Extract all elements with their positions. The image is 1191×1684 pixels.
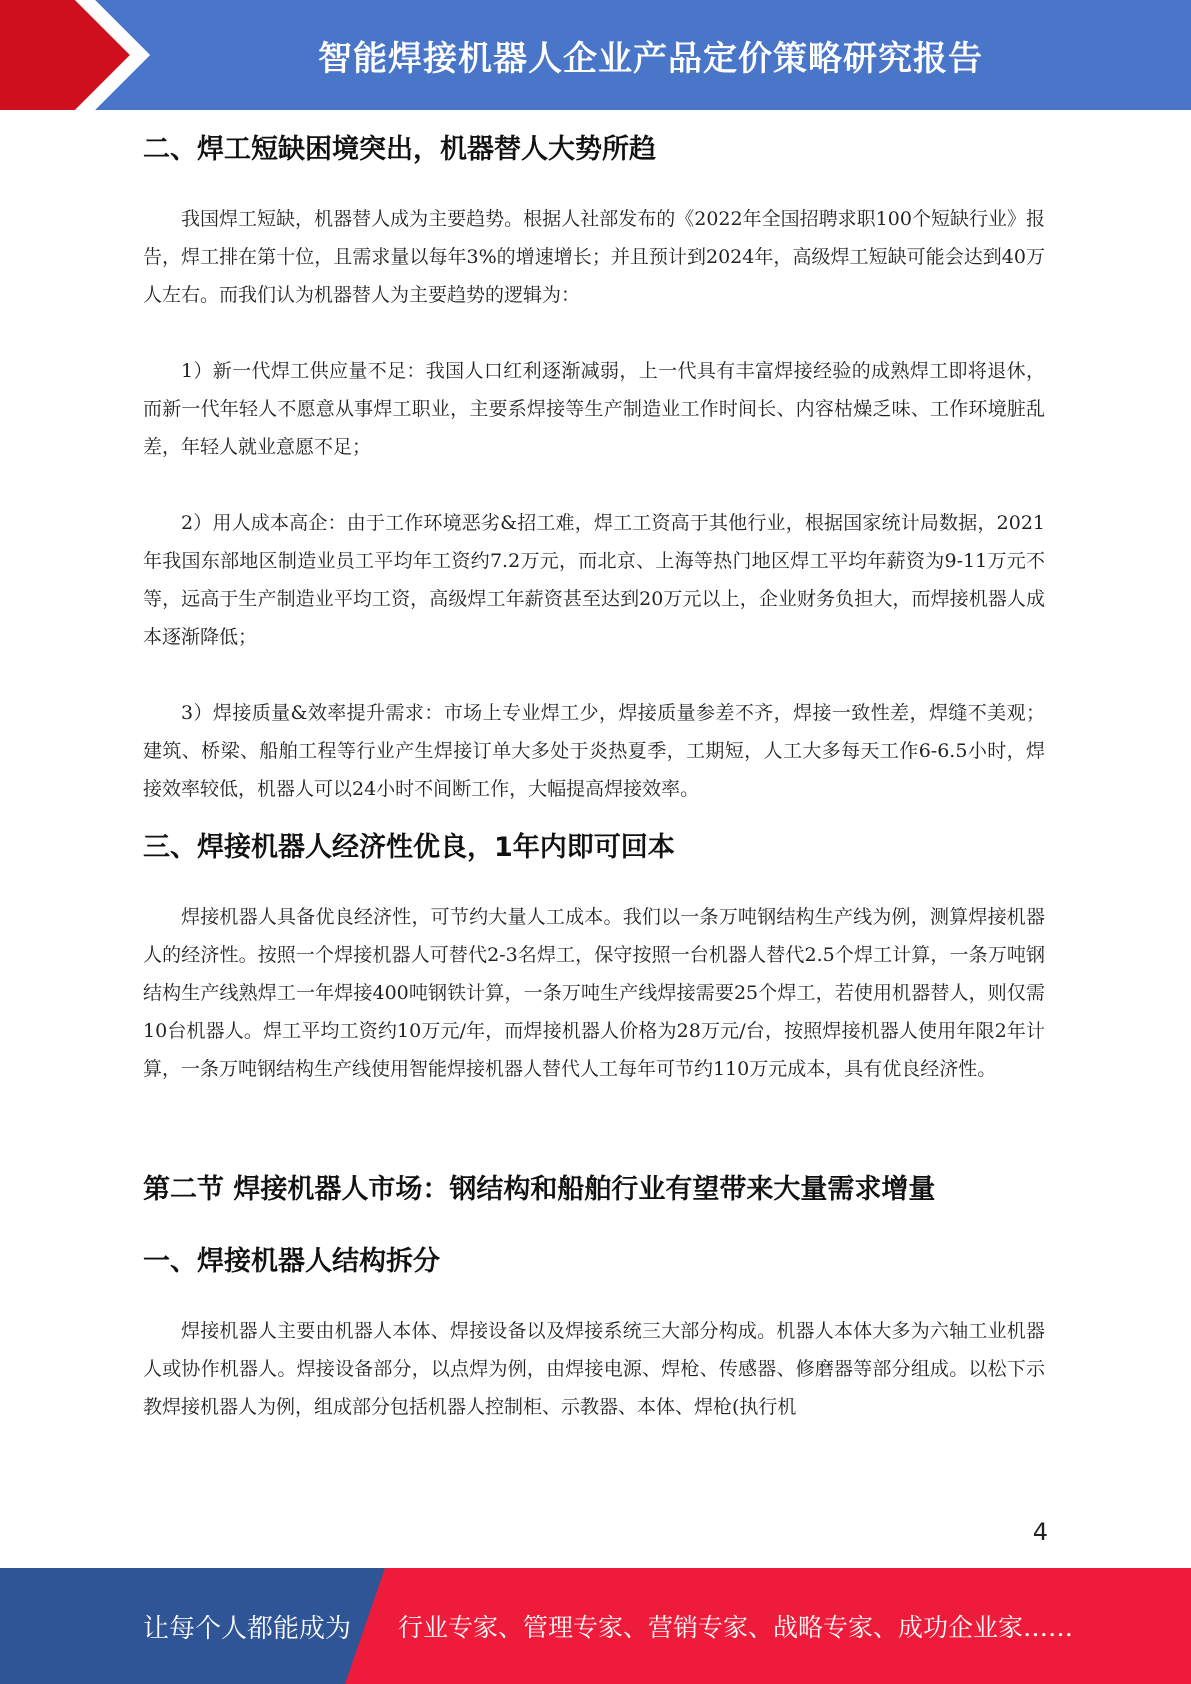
paragraph-point-2: 2）用人成本高企：由于工作环境恶劣&招工难，焊工工资高于其他行业，根据国家统计局数据，2021年我国东部地区制造业员工平均年工资约7.2万元，而北京、上海等热门地区焊工平均年薪资为9-11万元不等，远高于生产制造业平均工资，高级焊工年薪资甚至达到20万元以上，企业财务负担大，而焊接机器人成本逐渐降低； bbox=[143, 512, 1045, 648]
section-heading-welder-shortage: 二、焊工短缺困境突出，机器替人大势所趋 bbox=[143, 134, 656, 165]
header-banner bbox=[0, 0, 1191, 110]
report-title: 智能焊接机器人企业产品定价策略研究报告 bbox=[318, 38, 983, 79]
section-heading-economics: 三、焊接机器人经济性优良，1年内即可回本 bbox=[143, 832, 675, 863]
paragraph-point-1: 1）新一代焊工供应量不足：我国人口红利逐渐减弱，上一代具有丰富焊接经验的成熟焊工即将退休，而新一代年轻人不愿意从事焊工职业，主要系焊接等生产制造业工作时间长、内容枯燥乏味、工作环境脏乱差，年轻人就业意愿不足； bbox=[143, 360, 1045, 458]
page-number: 4 bbox=[1032, 1518, 1048, 1546]
paragraph-economics: 焊接机器人具备优良经济性，可节约大量人工成本。我们以一条万吨钢结构生产线为例，测算焊接机器人的经济性。按照一个焊接机器人可替代2-3名焊工，保守按照一台机器人替代2.5个焊工计算，一条万吨钢结构生产线熟焊工一年焊接400吨钢铁计算，一条万吨生产线焊接需要25个焊工，若使用机器替人，则仅需10台机器人。焊工平均工资约10万元/年，而焊接机器人价格为28万元/台，按照焊接机器人使用年限2年计算，一条万吨钢结构生产线使用智能焊接机器人替代人工每年可节约110万元成本，具有优良经济性。 bbox=[143, 906, 1045, 1080]
footer-slogan-right: 行业专家、管理专家、营销专家、战略专家、成功企业家…… bbox=[398, 1613, 1074, 1642]
paragraph-welder-shortage-intro: 我国焊工短缺，机器替人成为主要趋势。根据人社部发布的《2022年全国招聘求职100个短缺行业》报告，焊工排在第十位，且需求量以每年3%的增速增长；并且预计到2024年，高级焊工短缺可能会达到40万人左右。而我们认为机器替人为主要趋势的逻辑为： bbox=[143, 208, 1045, 306]
paragraph-structure: 焊接机器人主要由机器人本体、焊接设备以及焊接系统三大部分构成。机器人本体大多为六轴工业机器人或协作机器人。焊接设备部分，以点焊为例，由焊接电源、焊枪、传感器、修磨器等部分组成。以松下示教焊接机器人为例，组成部分包括机器人控制柜、示教器、本体、焊枪(执行机 bbox=[143, 1320, 1045, 1418]
paragraph-point-3: 3）焊接质量&效率提升需求：市场上专业焊工少，焊接质量参差不齐，焊接一致性差，焊缝不美观；建筑、桥梁、船舶工程等行业产生焊接订单大多处于炎热夏季，工期短，人工大多每天工作6-6.5小时，焊接效率较低，机器人可以24小时不间断工作，大幅提高焊接效率。 bbox=[143, 702, 1045, 800]
chapter-heading-market: 第二节 焊接机器人市场：钢结构和船舶行业有望带来大量需求增量 bbox=[143, 1174, 936, 1205]
page-content bbox=[143, 128, 1045, 1426]
header-arrow-decoration bbox=[0, 0, 160, 110]
section-heading-structure: 一、焊接机器人结构拆分 bbox=[143, 1246, 440, 1277]
footer-slogan-left: 让每个人都能成为 bbox=[143, 1613, 352, 1644]
footer-banner bbox=[0, 1568, 1191, 1684]
